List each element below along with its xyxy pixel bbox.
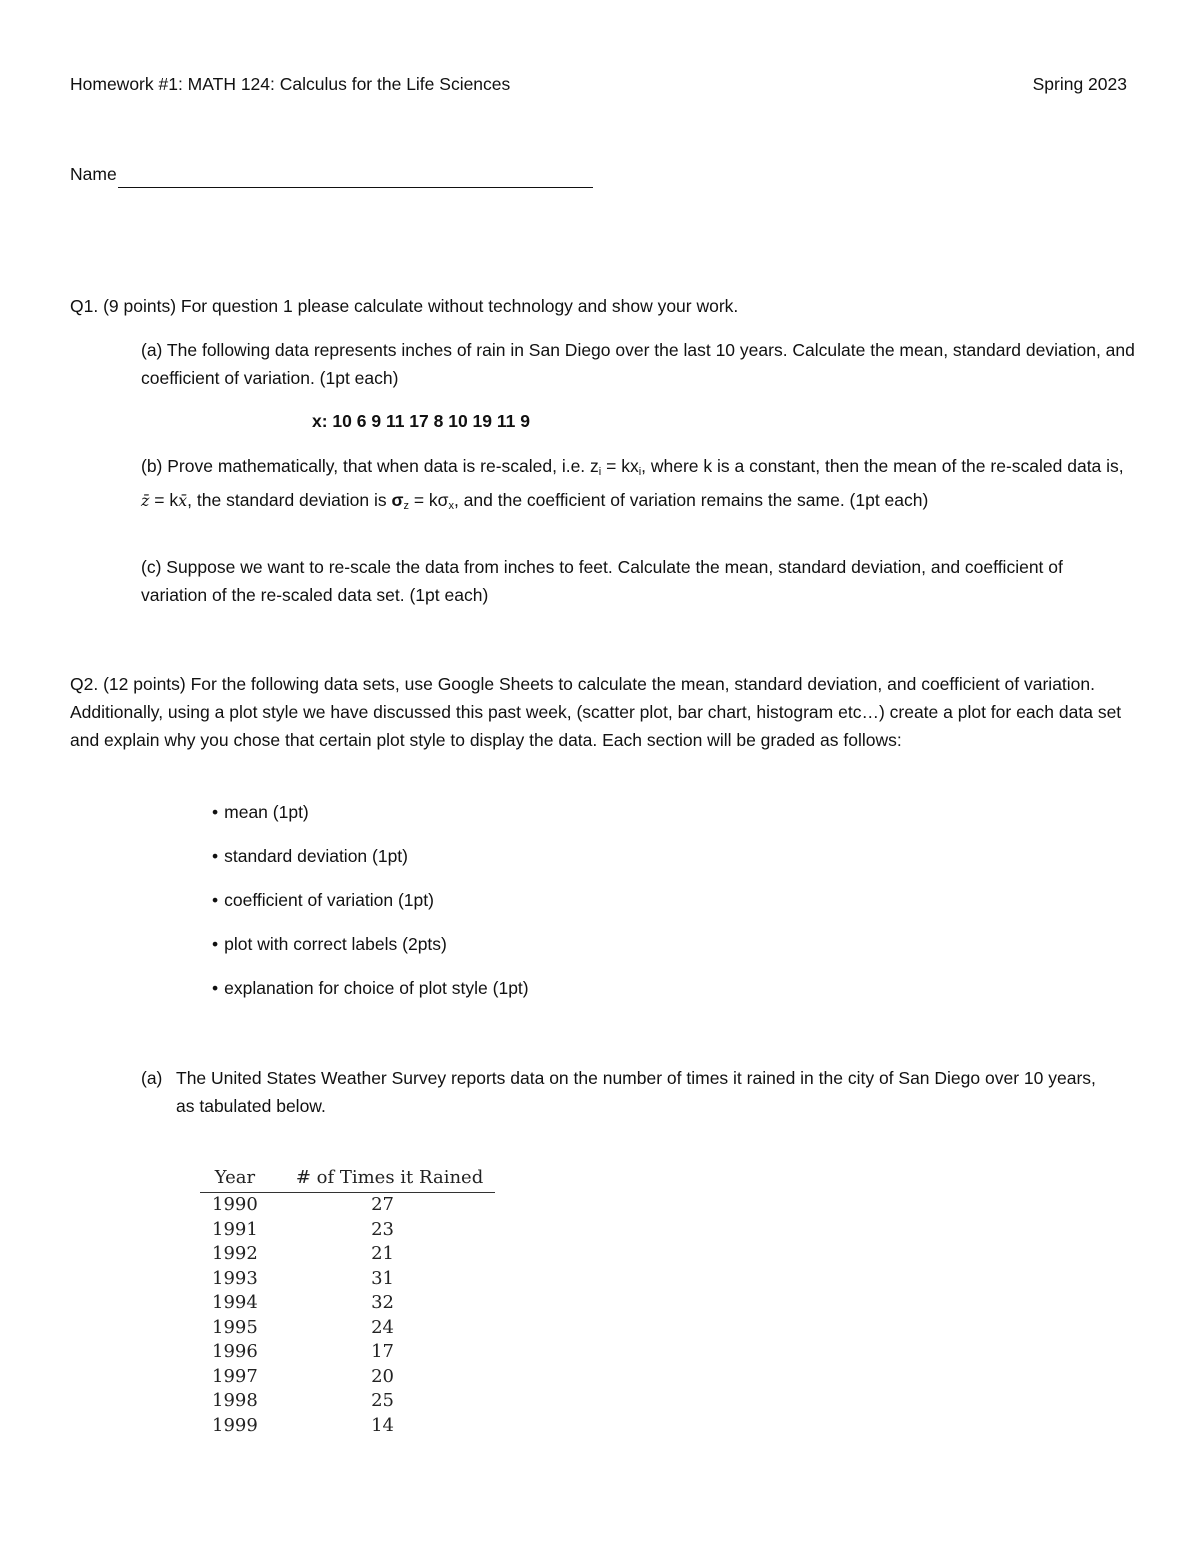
count-cell: 24	[371, 1316, 394, 1338]
bullet-text: mean (1pt)	[224, 802, 309, 822]
year-cell: 1999	[212, 1414, 258, 1436]
table-row	[200, 1316, 495, 1341]
table-header-row	[200, 1162, 495, 1193]
year-column-header: Year	[214, 1166, 256, 1188]
q1b-text-1: (b) Prove mathematically, that when data is re-scaled, i.e. z	[141, 456, 599, 476]
q1b-text-4: = k	[149, 490, 179, 510]
count-cell: 25	[371, 1390, 394, 1411]
table-row	[200, 1218, 495, 1243]
bullet-dot-icon: •	[212, 890, 219, 910]
q2-part-a-text: The United States Weather Survey reports data on the number of times it rained in the city of San Diego over 10 years, as tabulated below.	[176, 1068, 1096, 1116]
year-cell: 1993	[212, 1267, 258, 1289]
count-cell: 31	[371, 1267, 394, 1289]
q1b-text-3: , where k is a constant, then the mean of the re-scaled data is,	[641, 456, 1124, 476]
name-label: Name	[70, 164, 117, 184]
year-cell: 1997	[212, 1365, 258, 1387]
q1b-text-2: = kx	[601, 456, 639, 476]
term-label: Spring 2023	[1032, 74, 1127, 94]
table-row	[200, 1193, 495, 1218]
q1-part-b	[141, 452, 1136, 520]
name-blank-line	[118, 167, 593, 188]
q1b-text-6: = kσ	[408, 490, 449, 510]
count-cell: 21	[371, 1243, 394, 1264]
bullet-text: plot with correct labels (2pts)	[224, 934, 447, 954]
name-field	[70, 160, 593, 188]
bullet-item	[212, 974, 529, 1018]
document-title: Homework #1: MATH 124: Calculus for the Life Sciences	[70, 74, 511, 94]
bullet-item	[212, 886, 529, 930]
table-row	[200, 1291, 495, 1316]
table-row	[200, 1242, 495, 1267]
table-row	[200, 1267, 495, 1292]
bullet-item	[212, 842, 529, 886]
bullet-dot-icon: •	[212, 934, 219, 954]
count-cell: 27	[371, 1194, 394, 1215]
bullet-text: coefficient of variation (1pt)	[224, 890, 434, 910]
rain-data-table	[200, 1162, 495, 1438]
q2-heading: Q2. (12 points) For the following data sets, use Google Sheets to calculate the mean, standard deviation, and coefficient of variation. Additionally, using a plot style we have discussed this past week, (scatter plot, bar chart, histogram etc…) create a plot for each data set and explain why you chose that certain plot style to display the data. Each section will be graded as follows:	[70, 674, 1122, 750]
year-cell: 1998	[212, 1390, 258, 1411]
q1b-xbar: x̄	[178, 491, 188, 510]
year-cell: 1990	[212, 1194, 258, 1215]
year-cell: 1995	[212, 1316, 258, 1338]
bullet-dot-icon: •	[212, 846, 219, 866]
count-cell: 17	[371, 1341, 394, 1362]
bullet-item	[212, 798, 529, 842]
q1b-text-7: , and the coefficient of variation remains the same. (1pt each)	[453, 490, 929, 510]
q1b-sigma: σ	[391, 490, 404, 510]
table-row	[200, 1340, 495, 1365]
q1b-sub-i: i	[598, 466, 602, 478]
count-cell: 23	[371, 1218, 394, 1240]
bullet-item	[212, 930, 529, 974]
table-row	[200, 1389, 495, 1414]
q1-part-a: (a) The following data represents inches of rain in San Diego over the last 10 years. Calculate the mean, standard deviation, and coefficient of variation. (1pt each)	[141, 340, 1135, 388]
q1b-sub-x: x	[448, 500, 454, 512]
times-rained-column-header: # of Times it Rained	[295, 1166, 484, 1188]
year-cell: 1994	[212, 1292, 258, 1313]
bullet-dot-icon: •	[212, 978, 219, 998]
grading-bullet-list	[212, 798, 529, 1018]
q1-data-line: x: 10 6 9 11 17 8 10 19 11 9	[312, 411, 530, 431]
bullet-dot-icon: •	[212, 802, 219, 822]
year-cell: 1992	[212, 1243, 258, 1264]
q2-part-a-label: (a)	[141, 1068, 163, 1088]
q1b-sub-i2: i	[638, 466, 642, 478]
year-cell: 1991	[212, 1218, 258, 1240]
count-cell: 32	[371, 1292, 394, 1313]
table-row	[200, 1414, 495, 1439]
bullet-text: explanation for choice of plot style (1pt)	[224, 978, 529, 998]
bullet-text: standard deviation (1pt)	[224, 846, 409, 866]
q1b-sub-z: z	[403, 500, 409, 512]
year-cell: 1996	[212, 1341, 258, 1362]
q1b-zbar: z̄	[141, 491, 150, 510]
q1-heading: Q1. (9 points) For question 1 please calculate without technology and show your work.	[70, 296, 739, 316]
q1b-text-5: , the standard deviation is	[187, 490, 392, 510]
q1-part-c: (c) Suppose we want to re-scale the data from inches to feet. Calculate the mean, standard deviation, and coefficient of variation of the re-scaled data set. (1pt each)	[141, 557, 1063, 605]
count-cell: 20	[371, 1365, 394, 1387]
count-cell: 14	[371, 1414, 394, 1436]
table-row	[200, 1365, 495, 1390]
